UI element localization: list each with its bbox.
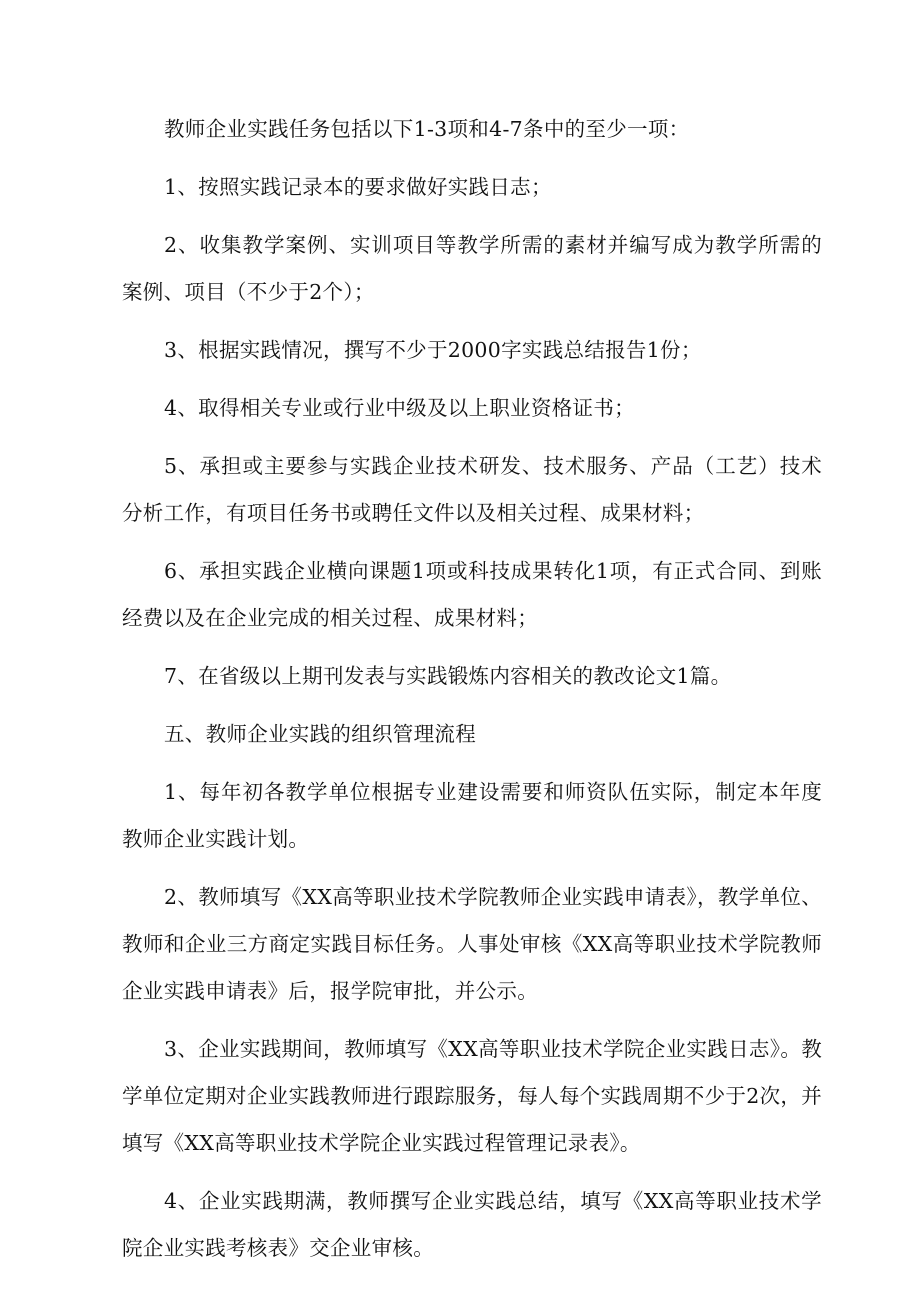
paragraph-process-3: 3、企业实践期间，教师填写《XX高等职业技术学院企业实践日志》。教学单位定期对企业实践教师进行跟踪服务，每人每个实践周期不少于2次，并填写《XX高等职业技术学院企业实践过程管理记录表》。 <box>122 1037 822 1155</box>
paragraph-task-6: 6、承担实践企业横向课题1项或科技成果转化1项，有正式合同、到账经费以及在企业完成的相关过程、成果材料； <box>122 559 822 630</box>
paragraph-task-4: 4、取得相关专业或行业中级及以上职业资格证书； <box>164 396 635 420</box>
section-heading: 五、教师企业实践的组织管理流程 <box>164 722 476 746</box>
paragraph-task-5: 5、承担或主要参与实践企业技术研发、技术服务、产品（工艺）技术分析工作，有项目任务书或聘任文件以及相关过程、成果材料； <box>122 454 822 525</box>
paragraph-intro: 教师企业实践任务包括以下1-3项和4-7条中的至少一项： <box>164 117 690 141</box>
paragraph-task-2: 2、收集教学案例、实训项目等教学所需的素材并编写成为教学所需的案例、项目（不少于2个）； <box>122 233 822 304</box>
document-body <box>122 106 822 1283</box>
paragraph-task-7: 7、在省级以上期刊发表与实践锻炼内容相关的教改论文1篇。 <box>164 664 732 688</box>
paragraph-process-2: 2、教师填写《XX高等职业技术学院教师企业实践申请表》，教学单位、教师和企业三方商定实践目标任务。人事处审核《XX高等职业技术学院教师企业实践申请表》后，报学院审批，并公示。 <box>122 885 822 1003</box>
paragraph-process-1: 1、每年初各教学单位根据专业建设需要和师资队伍实际，制定本年度教师企业实践计划。 <box>122 780 822 851</box>
paragraph-task-1: 1、按照实践记录本的要求做好实践日志； <box>164 175 552 199</box>
paragraph-process-4: 4、企业实践期满，教师撰写企业实践总结，填写《XX高等职业技术学院企业实践考核表》交企业审核。 <box>122 1189 822 1260</box>
paragraph-task-3: 3、根据实践情况，撰写不少于2000字实践总结报告1份； <box>164 338 702 362</box>
